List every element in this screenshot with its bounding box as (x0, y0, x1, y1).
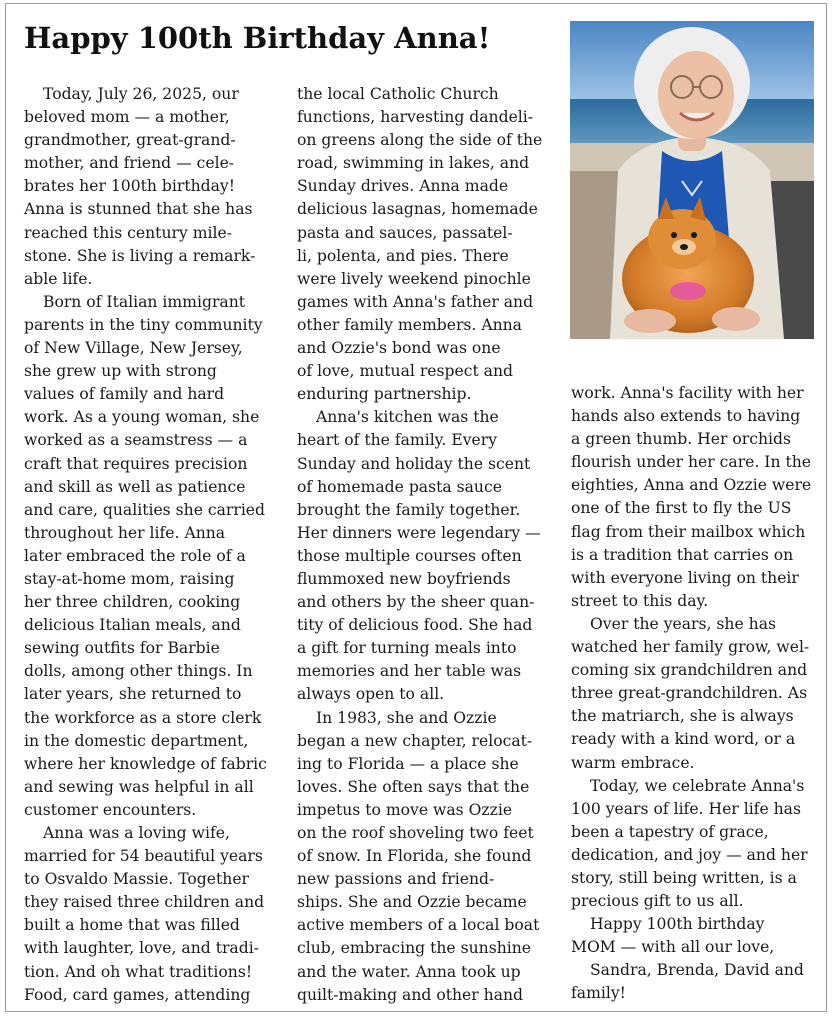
paragraph: Born of Italian immigrant parents in the tiny community of New Village, New Jersey, she grew up with strong values of family and hard work. As a young woman, she worked as a seamstress — a craft that requires precision and skill as well as patience and care, qualities she carried throughout her life. Anna later embraced the role of a stay-at-home mom, raising her three children, cooking delicious Italian meals, and sewing outfits for Barbie dolls, among other things. In later years, she returned to the workforce as a store clerk in the domestic department, where her knowledge of fabric and sewing was helpful in all customer encounters. (24, 292, 267, 819)
paragraph: Today, we celebrate Anna's 100 years of life. Her life has been a tapestry of grace, dedication, and joy — and her story, still being written, is a precious gift to us all. (571, 776, 808, 911)
column-3 (571, 382, 821, 1006)
paragraph-continued: the local Catholic Church functions, harvesting dandeli- on greens along the side of the road, swimming in lakes, and Sunday drives. Anna made delicious lasagnas, homemade pasta and sauces, passatel- li, polenta, and pies. There were lively weekend pinochle games with Anna's father and other family members. Anna and Ozzie's bond was one of love, mutual respect and enduring partnership. (297, 85, 543, 404)
photo-anna-with-dog (570, 21, 814, 339)
face (658, 51, 734, 139)
headline: Happy 100th Birthday Anna! (24, 21, 491, 55)
signature-line: Sandra, Brenda, David and family! (571, 961, 804, 1003)
photo-illustration (570, 21, 814, 339)
paragraph-continued: work. Anna's facility with her hands also extends to having a green thumb. Her orchids flourish under her care. In the eighties, Anna and Ozzie were one of the first to fly the US flag from their mailbox which is a tradition that carries on with everyone living on their street to this day. (571, 384, 812, 610)
birthday-wish: Happy 100th birthday MOM — with all our love, (571, 915, 775, 957)
column-2 (297, 83, 547, 1007)
paragraph: Today, July 26, 2025, our beloved mom — a mother, grandmother, great-grand- mother, and friend — cele- brates her 100th birthday! Anna is stunned that she has reached this century mile- stone. She is living a remark- able life. (24, 85, 256, 288)
paragraph: Over the years, she has watched her family grow, wel- coming six grandchildren and three great-grandchildren. As the matriarch, she is always ready with a kind word, or a warm embrace. (571, 614, 810, 772)
column-1 (24, 83, 274, 1007)
paragraph: In 1983, she and Ozzie began a new chapter, relocat- ing to Florida — a place she loves. She often says that the impetus to move was Ozzie on the roof shoveling two feet of snow. In Florida, she found new passions and friend- ships. She and Ozzie became active members of a local boat club, embracing the sunshine and the water. Anna took up quilt-making and other hand (297, 708, 540, 1004)
newspaper-clipping (5, 3, 827, 1012)
paragraph: Anna's kitchen was the heart of the family. Every Sunday and holiday the scent of homemade pasta sauce brought the family together. Her dinners were legendary — those multiple courses often flummoxed new boyfriends and others by the sheer quan- tity of delicious food. She had a gift for turning meals into memories and her table was always open to all. (297, 408, 541, 704)
paragraph: Anna was a loving wife, married for 54 beautiful years to Osvaldo Massie. Together they raised three children and built a home that was filled with laughter, love, and tradi- tion. And oh what traditions! Food, card games, attending (24, 824, 265, 1004)
pink-harness (670, 282, 706, 300)
